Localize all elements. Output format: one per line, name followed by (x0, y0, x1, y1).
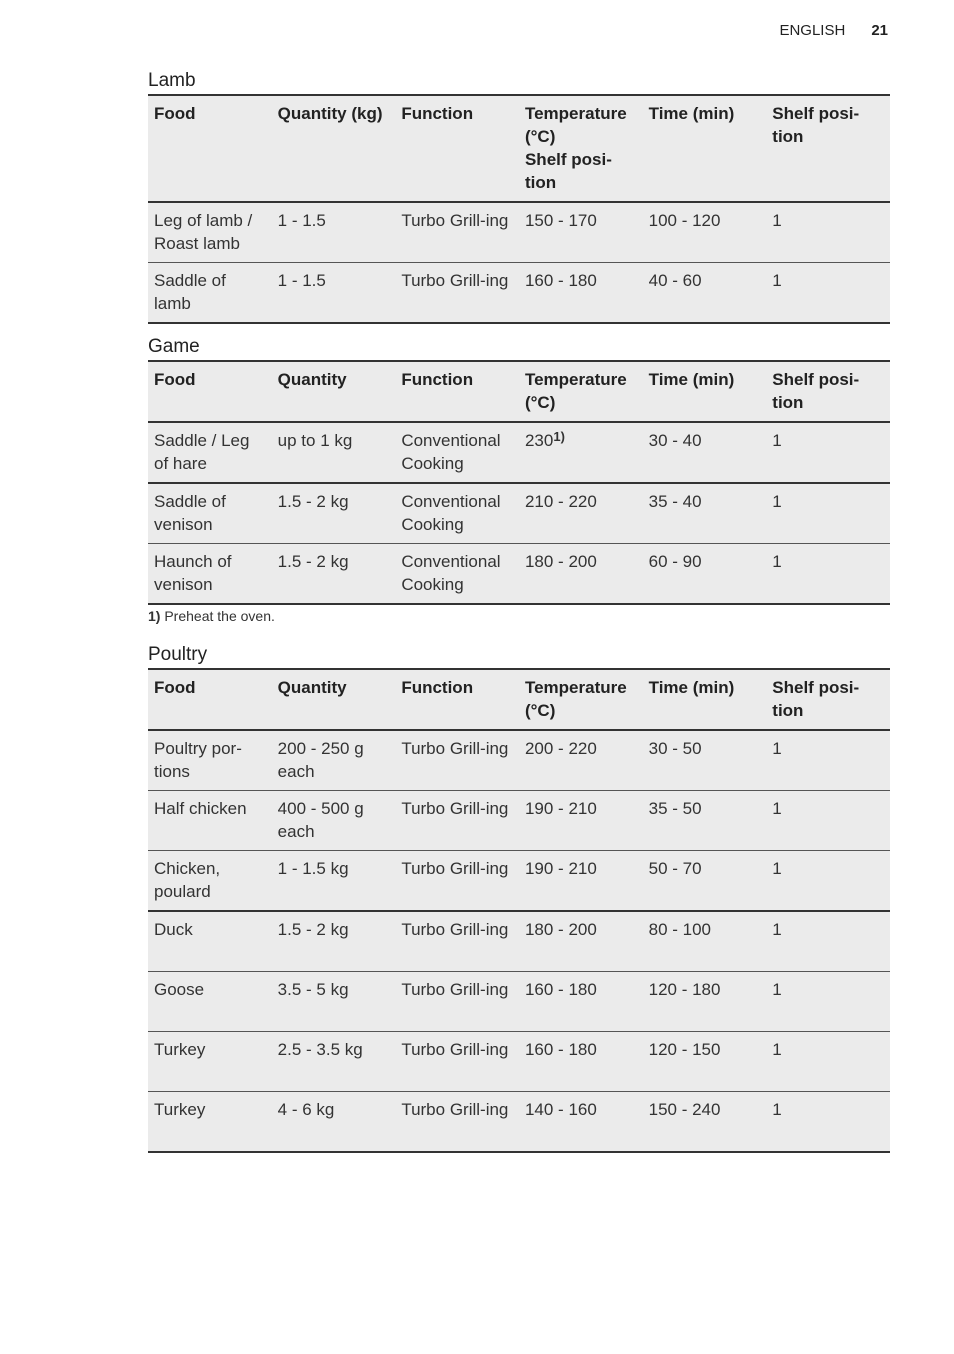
cell-temperature: 160 - 180 (524, 1040, 597, 1059)
table-row (148, 851, 890, 912)
header-quantity: Quantity (277, 370, 347, 389)
cell-shelf: 1 (772, 739, 782, 758)
temperature-value: 230 (524, 431, 554, 450)
header-food: Food (154, 104, 196, 123)
poultry-table (148, 668, 890, 1153)
cell-function: Turbo Grill-ing (401, 920, 509, 939)
header-function: Function (401, 370, 474, 389)
cell-food: Duck (154, 920, 193, 939)
cell-quantity: 1 - 1.5 kg (277, 859, 349, 878)
cell-food: Chicken, poulard (154, 859, 221, 901)
page-header (779, 22, 888, 39)
cell-temperature: 190 - 210 (524, 799, 597, 818)
cell-function: Turbo Grill-ing (401, 980, 509, 999)
cell-quantity: 400 - 500 g each (277, 799, 364, 841)
lamb-table (148, 94, 890, 324)
cell-quantity: 1.5 - 2 kg (277, 920, 349, 939)
cell-food: Saddle of lamb (154, 271, 226, 313)
cell-quantity: 2.5 - 3.5 kg (277, 1040, 363, 1059)
table-row (148, 544, 890, 605)
cell-function: Turbo Grill-ing (401, 1100, 509, 1119)
cell-time: 40 - 60 (648, 271, 702, 290)
header-quantity: Quantity (277, 678, 347, 697)
cell-function: Turbo Grill-ing (401, 1040, 509, 1059)
cell-temperature: 180 - 200 (524, 920, 597, 939)
cell-time: 120 - 150 (648, 1040, 721, 1059)
cell-function: Turbo Grill-ing (401, 211, 509, 230)
cell-shelf: 1 (772, 980, 782, 999)
cell-temperature: 160 - 180 (524, 271, 597, 290)
table-row (148, 911, 890, 972)
table-row (148, 483, 890, 544)
cell-food: Goose (154, 980, 205, 999)
game-section (148, 334, 890, 628)
cell-quantity: 1.5 - 2 kg (277, 492, 349, 511)
cell-function: Conventional Cooking (401, 492, 501, 534)
cell-quantity: 200 - 250 g each (277, 739, 364, 781)
cell-shelf: 1 (772, 211, 782, 230)
cell-food: Leg of lamb / Roast lamb (154, 211, 253, 253)
table-row (148, 1092, 890, 1153)
footnote-reference: 1) (553, 429, 565, 444)
cell-shelf: 1 (772, 1040, 782, 1059)
header-temperature: Temperature (°C) (524, 678, 627, 720)
cell-temperature (519, 422, 643, 483)
cell-temperature: 190 - 210 (524, 859, 597, 878)
cell-quantity: 3.5 - 5 kg (277, 980, 349, 999)
cell-temperature: 150 - 170 (524, 211, 597, 230)
header-temperature (519, 95, 643, 202)
lamb-section (148, 68, 890, 324)
cell-temperature: 200 - 220 (524, 739, 597, 758)
header-temperature: Temperature (°C) (524, 370, 627, 412)
section-title: Lamb (148, 70, 196, 91)
cell-food: Turkey (154, 1040, 206, 1059)
cell-function: Turbo Grill-ing (401, 739, 509, 758)
cell-shelf: 1 (772, 920, 782, 939)
cell-quantity: 4 - 6 kg (277, 1100, 335, 1119)
cell-food: Turkey (154, 1100, 206, 1119)
cell-quantity: up to 1 kg (277, 431, 353, 450)
cell-time: 35 - 40 (648, 492, 702, 511)
cell-temperature: 210 - 220 (524, 492, 597, 511)
cell-temperature: 160 - 180 (524, 980, 597, 999)
table-header-row (148, 361, 890, 422)
cell-shelf: 1 (772, 492, 782, 511)
cell-time: 120 - 180 (648, 980, 721, 999)
cell-time: 80 - 100 (648, 920, 712, 939)
cell-shelf: 1 (772, 552, 782, 571)
table-row (148, 791, 890, 851)
table-row (148, 422, 890, 483)
table-row (148, 263, 890, 324)
section-title: Poultry (148, 644, 208, 665)
table-row (148, 1032, 890, 1092)
cell-time: 150 - 240 (648, 1100, 721, 1119)
header-temperature-label: Temperature (°C) (524, 104, 627, 146)
cell-food: Poultry por-tions (154, 739, 242, 781)
cell-function: Turbo Grill-ing (401, 799, 509, 818)
cell-quantity: 1.5 - 2 kg (277, 552, 349, 571)
cell-shelf: 1 (772, 431, 782, 450)
cell-time: 60 - 90 (648, 552, 702, 571)
cell-food: Haunch of venison (154, 552, 232, 594)
header-shelf: Shelf posi-tion (772, 370, 860, 412)
cell-function: Conventional Cooking (401, 431, 501, 473)
header-function: Function (401, 104, 474, 123)
cell-function: Conventional Cooking (401, 552, 501, 594)
header-temperature-extra: Shelf posi-tion (524, 150, 612, 192)
page-number: 21 (871, 22, 888, 39)
header-time: Time (min) (648, 370, 735, 389)
cell-time: 50 - 70 (648, 859, 702, 878)
cell-shelf: 1 (772, 1100, 782, 1119)
cell-time: 30 - 50 (648, 739, 702, 758)
footnote-text: Preheat the oven. (164, 608, 275, 624)
cell-temperature: 180 - 200 (524, 552, 597, 571)
cell-time: 35 - 50 (648, 799, 702, 818)
header-food: Food (154, 370, 196, 389)
cell-time: 100 - 120 (648, 211, 721, 230)
cell-function: Turbo Grill-ing (401, 271, 509, 290)
cell-food: Saddle of venison (154, 492, 226, 534)
header-food: Food (154, 678, 196, 697)
header-time: Time (min) (648, 678, 735, 697)
table-header-row (148, 95, 890, 202)
cell-food: Half chicken (154, 799, 247, 818)
cell-quantity: 1 - 1.5 (277, 271, 326, 290)
header-shelf: Shelf posi-tion (772, 678, 860, 720)
header-shelf: Shelf posi-tion (772, 104, 860, 146)
table-header-row (148, 669, 890, 730)
language-label: ENGLISH (779, 22, 846, 39)
footnote (148, 608, 890, 628)
cell-food: Saddle / Leg of hare (154, 431, 250, 473)
cell-temperature: 140 - 160 (524, 1100, 597, 1119)
cell-function: Turbo Grill-ing (401, 859, 509, 878)
game-table (148, 360, 890, 605)
header-function: Function (401, 678, 474, 697)
poultry-section (148, 642, 890, 1153)
cell-quantity: 1 - 1.5 (277, 211, 326, 230)
table-row (148, 972, 890, 1032)
header-time: Time (min) (648, 104, 735, 123)
header-quantity: Quantity (kg) (277, 104, 383, 123)
table-row (148, 730, 890, 791)
footnote-mark: 1) (148, 608, 161, 624)
cell-shelf: 1 (772, 271, 782, 290)
section-title: Game (148, 336, 200, 357)
cell-time: 30 - 40 (648, 431, 702, 450)
cell-shelf: 1 (772, 799, 782, 818)
table-row (148, 202, 890, 263)
cell-shelf: 1 (772, 859, 782, 878)
